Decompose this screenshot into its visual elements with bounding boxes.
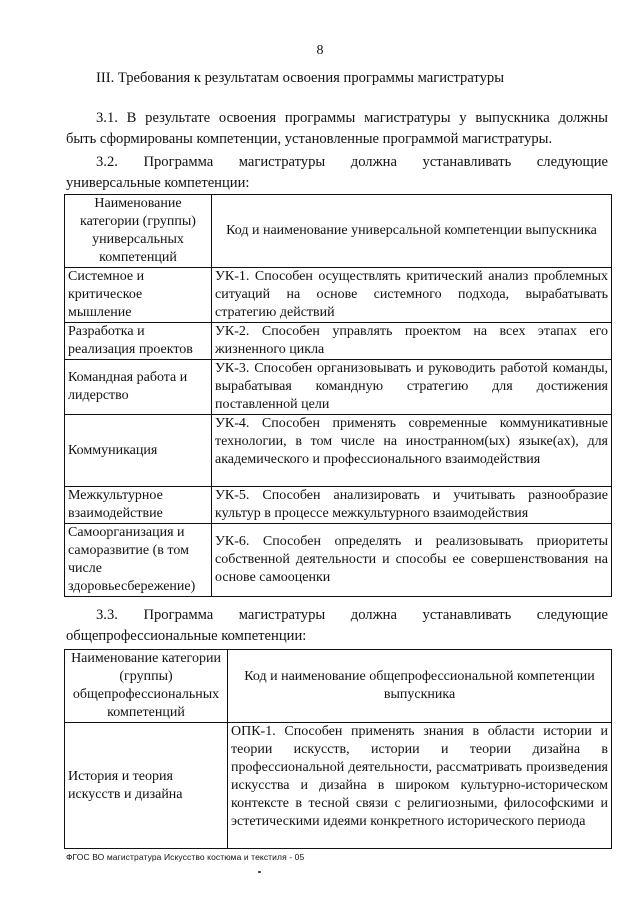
paragraph-3-1-line-2: быть сформированы компетенции, установленные программой магистратуры.	[66, 131, 553, 147]
competence-cell: УК-5. Способен анализировать и учитывать разнообразие культур в процессе межкультурного взаимодействия	[212, 487, 612, 524]
header-category: Наименование категории (группы) универсальных компетенций	[65, 195, 212, 268]
paragraph-3-2-line-1: 3.2. Программа магистратуры должна устанавливать следующие	[96, 154, 608, 170]
competence-cell: УК-4. Способен применять современные коммуникативные технологии, в том числе на иностранном(ых) языке(ах), для академического и профессионального взаимодействия	[212, 415, 612, 487]
table-row	[65, 415, 612, 487]
header-category: Наименование категории (группы) общепрофессиональных компетенций	[65, 650, 228, 723]
paragraph-3-2-line-2: универсальные компетенции:	[66, 175, 250, 191]
category-cell: История и теория искусств и дизайна	[65, 723, 228, 849]
competence-cell: УК-3. Способен организовывать и руководить работой команды, вырабатывая командную стратегию для достижения поставленной цели	[212, 360, 612, 415]
table-row	[65, 723, 612, 849]
table-row	[65, 323, 612, 360]
table-row	[65, 268, 612, 323]
competence-cell: УК-1. Способен осуществлять критический анализ проблемных ситуаций на основе системного подхода, вырабатывать стратегию действий	[212, 268, 612, 323]
paragraph-3-1-line-1: 3.1. В результате освоения программы магистратуры у выпускника должны	[96, 110, 608, 126]
category-cell: Командная работа и лидерство	[65, 360, 212, 415]
competence-cell: ОПК-1. Способен применять знания в области истории и теории искусств, истории и теории дизайна в профессиональной деятельности, рассматривать произведения искусства и дизайна в широком культурно-историческом контексте в тесной связи с религиозными, философскими и эстетическими идеями конкретного исторического периода	[228, 723, 612, 849]
category-cell: Межкультурное взаимодействие	[65, 487, 212, 524]
table-row	[65, 360, 612, 415]
page-number: 8	[316, 43, 324, 58]
category-cell: Самоорганизация и саморазвитие (в том числе здоровьесбережение)	[65, 524, 212, 597]
paragraph-3-3-line-2: общепрофессиональные компетенции:	[66, 628, 307, 644]
table-header-row	[65, 650, 612, 723]
footer-note: ФГОС ВО магистратура Искусство костюма и текстиля - 05	[66, 852, 305, 862]
table-header-row	[65, 195, 612, 268]
header-code: Код и наименование общепрофессиональной компетенции выпускника	[228, 650, 612, 723]
scan-speck	[258, 871, 261, 873]
category-cell: Коммуникация	[65, 415, 212, 487]
paragraph-3-3-line-1: 3.3. Программа магистратуры должна устанавливать следующие	[96, 607, 608, 623]
category-cell: Системное и критическое мышление	[65, 268, 212, 323]
table-row	[65, 524, 612, 597]
general-professional-competencies-table	[64, 649, 612, 849]
header-code: Код и наименование универсальной компетенции выпускника	[212, 195, 612, 268]
competence-cell: УК-6. Способен определять и реализовывать приоритеты собственной деятельности и способы ее совершенствования на основе самооценки	[212, 524, 612, 597]
table-row	[65, 487, 612, 524]
competence-cell: УК-2. Способен управлять проектом на всех этапах его жизненного цикла	[212, 323, 612, 360]
section-title: III. Требования к результатам освоения программы магистратуры	[96, 70, 505, 86]
category-cell: Разработка и реализация проектов	[65, 323, 212, 360]
universal-competencies-table	[64, 194, 612, 597]
